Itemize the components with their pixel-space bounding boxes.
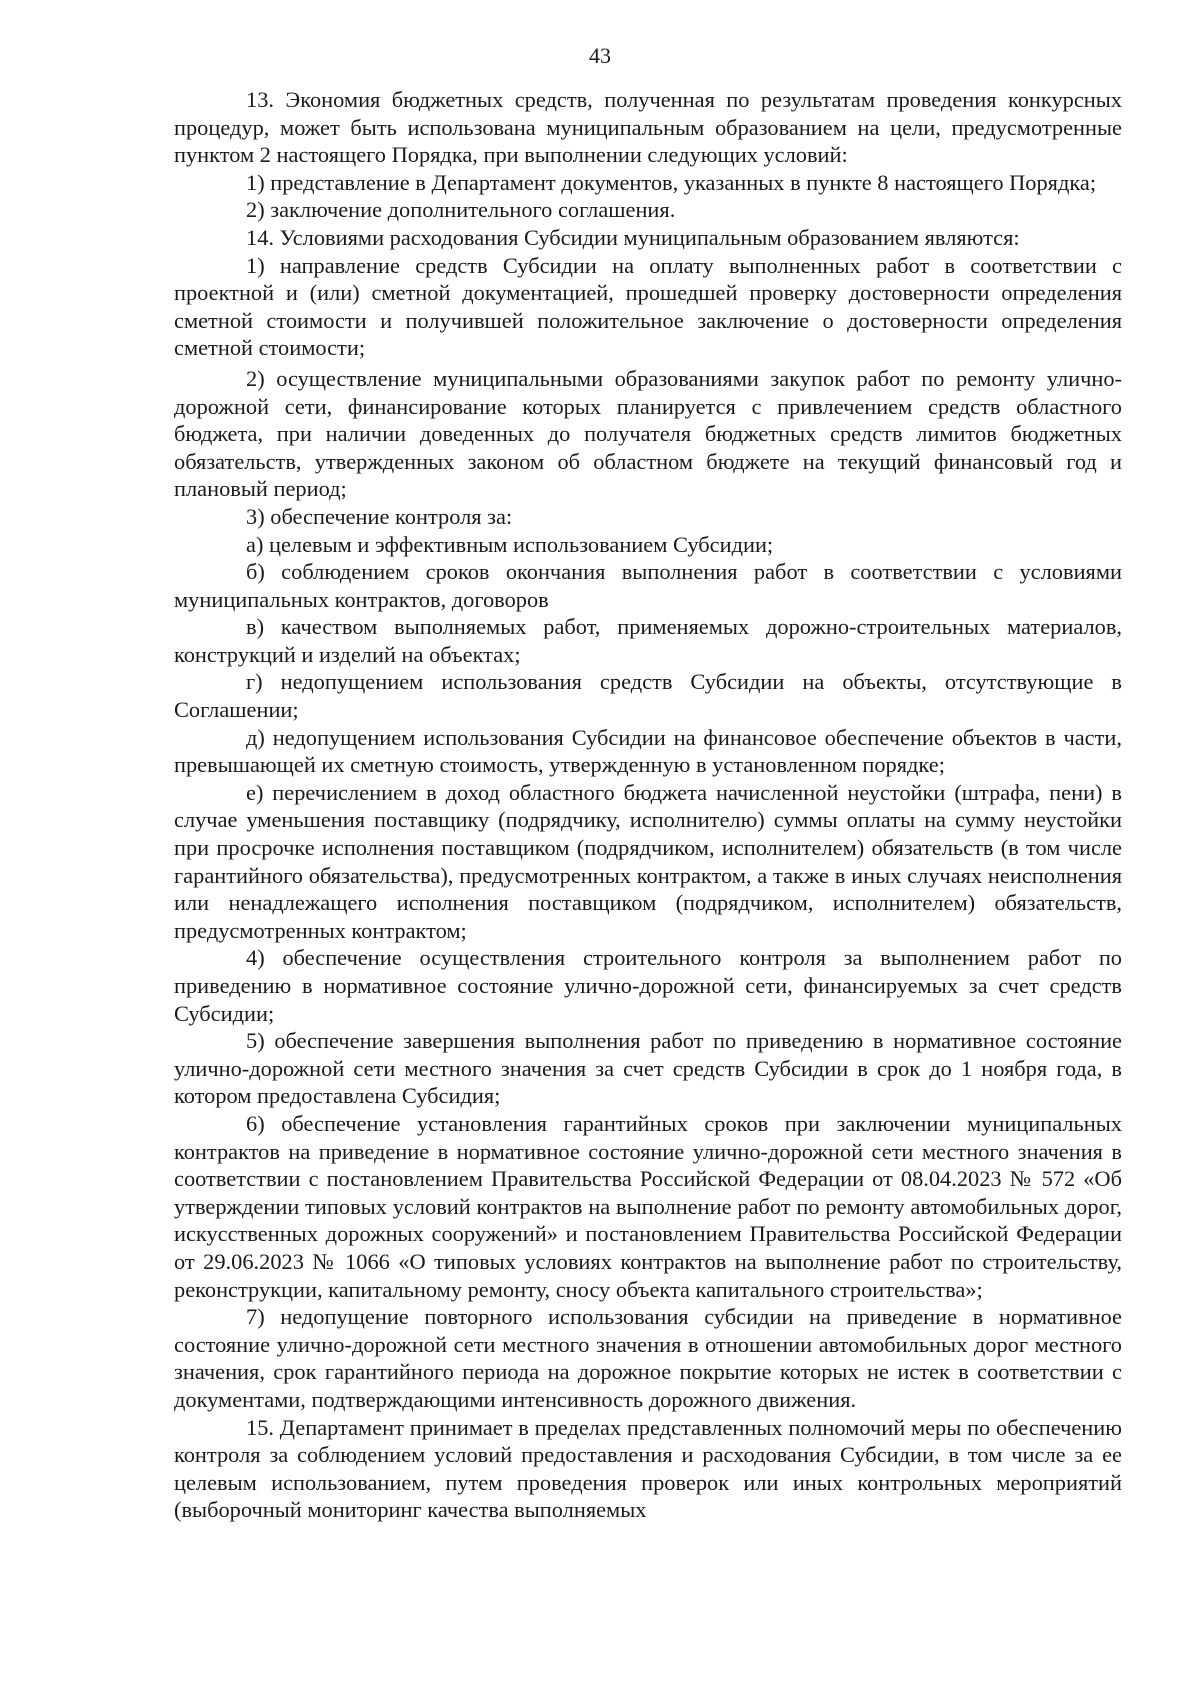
paragraph-13: 13. Экономия бюджетных средств, полученная по результатам проведения конкурсных процедур, может быть использована муниципальным образованием на цели, предусмотренные пунктом 2 настоящего Порядка, при выполнении следующих условий:: [174, 87, 1122, 168]
sub-item-d: д) недопущением использования Субсидии на финансовое обеспечение объектов в части, превышающей их сметную стоимость, утвержденную в установленном порядке;: [174, 724, 1122, 778]
list-item-13-2: 2) заключение дополнительного соглашения.: [246, 197, 676, 223]
list-item-13-1: 1) представление в Департамент документов, указанных в пункте 8 настоящего Порядка;: [246, 169, 1097, 195]
list-item-14-3: 3) обеспечение контроля за:: [246, 503, 513, 529]
sub-item-a: а) целевым и эффективным использованием Субсидии;: [246, 531, 774, 557]
page-number: 43: [589, 43, 611, 68]
sub-item-g: г) недопущением использования средств Субсидии на объекты, отсутствующие в Соглашении;: [174, 669, 1122, 723]
list-item-14-5: 5) обеспечение завершения выполнения работ по приведению в нормативное состояние улично-дорожной сети местного значения за счет средств Субсидии в срок до 1 ноября года, в котором предоставлена Субсидия;: [174, 1028, 1122, 1109]
paragraph-14: 14. Условиями расходования Субсидии муниципальным образованием являются:: [246, 224, 1020, 250]
sub-item-b: б) соблюдением сроков окончания выполнения работ в соответствии с условиями муниципальных контрактов, договоров: [174, 559, 1122, 612]
sub-item-e: е) перечислением в доход областного бюджета начисленной неустойки (штрафа, пени) в случае уменьшения поставщику (подрядчику, исполнителю) суммы оплаты на сумму неустойки при просрочке исполнения поставщиком (подрядчиком, исполнителем) обязательств (в том числе гарантийного обязательства), предусмотренных контрактом, а также в иных случаях неисполнения или ненадлежащего исполнения поставщиком (подрядчиком, исполнителем) обязательств, предусмотренных контрактом;: [174, 779, 1122, 943]
list-item-14-2: 2) осуществление муниципальными образованиями закупок работ по ремонту улично-дорожной сети, финансирование которых планируется с привлечением средств областного бюджета, при наличии доведенных до получателя бюджетных средств лимитов бюджетных обязательств, утвержденных законом об областном бюджете на текущий финансовый год и плановый период;: [174, 365, 1122, 502]
paragraph-15: 15. Департамент принимает в пределах представленных полномочий меры по обеспечению контроля за соблюдением условий предоставления и расходования Субсидии, в том числе за ее целевым использованием, путем проведения проверок или иных контрольных мероприятий (выборочный мониторинг качества выполняемых: [174, 1414, 1122, 1523]
list-item-14-4: 4) обеспечение осуществления строительного контроля за выполнением работ по приведению в нормативное состояние улично-дорожной сети, финансируемых за счет средств Субсидии;: [174, 945, 1122, 1026]
document-body: [174, 86, 1122, 1524]
list-item-14-6: 6) обеспечение установления гарантийных сроков при заключении муниципальных контрактов на приведение в нормативное состояние улично-дорожной сети местного значения в соответствии с постановлением Правительства Российской Федерации от 08.04.2023 № 572 «Об утверждении типовых условий контрактов на выполнение работ по ремонту автомобильных дорог, искусственных дорожных сооружений» и постановлением Правительства Российской Федерации от 29.06.2023 № 1066 «О типовых условиях контрактов на выполнение работ по строительству, реконструкции, капитальному ремонту, сносу объекта капитального строительства»;: [174, 1110, 1122, 1302]
list-item-14-7: 7) недопущение повторного использования субсидии на приведение в нормативное состояние улично-дорожной сети местного значения в отношении автомобильных дорог местного значения, срок гарантийного периода на дорожное покрытие которых не истек в соответствии с документами, подтверждающими интенсивность дорожного движения.: [174, 1304, 1122, 1412]
list-item-14-1: 1) направление средств Субсидии на оплату выполненных работ в соответствии с проектной и (или) сметной документацией, прошедшей проверку достоверности определения сметной стоимости и получившей положительное заключение о достоверности определения сметной стоимости;: [174, 252, 1122, 361]
sub-item-v: в) качеством выполняемых работ, применяемых дорожно-строительных материалов, конструкций и изделий на объектах;: [174, 614, 1122, 667]
